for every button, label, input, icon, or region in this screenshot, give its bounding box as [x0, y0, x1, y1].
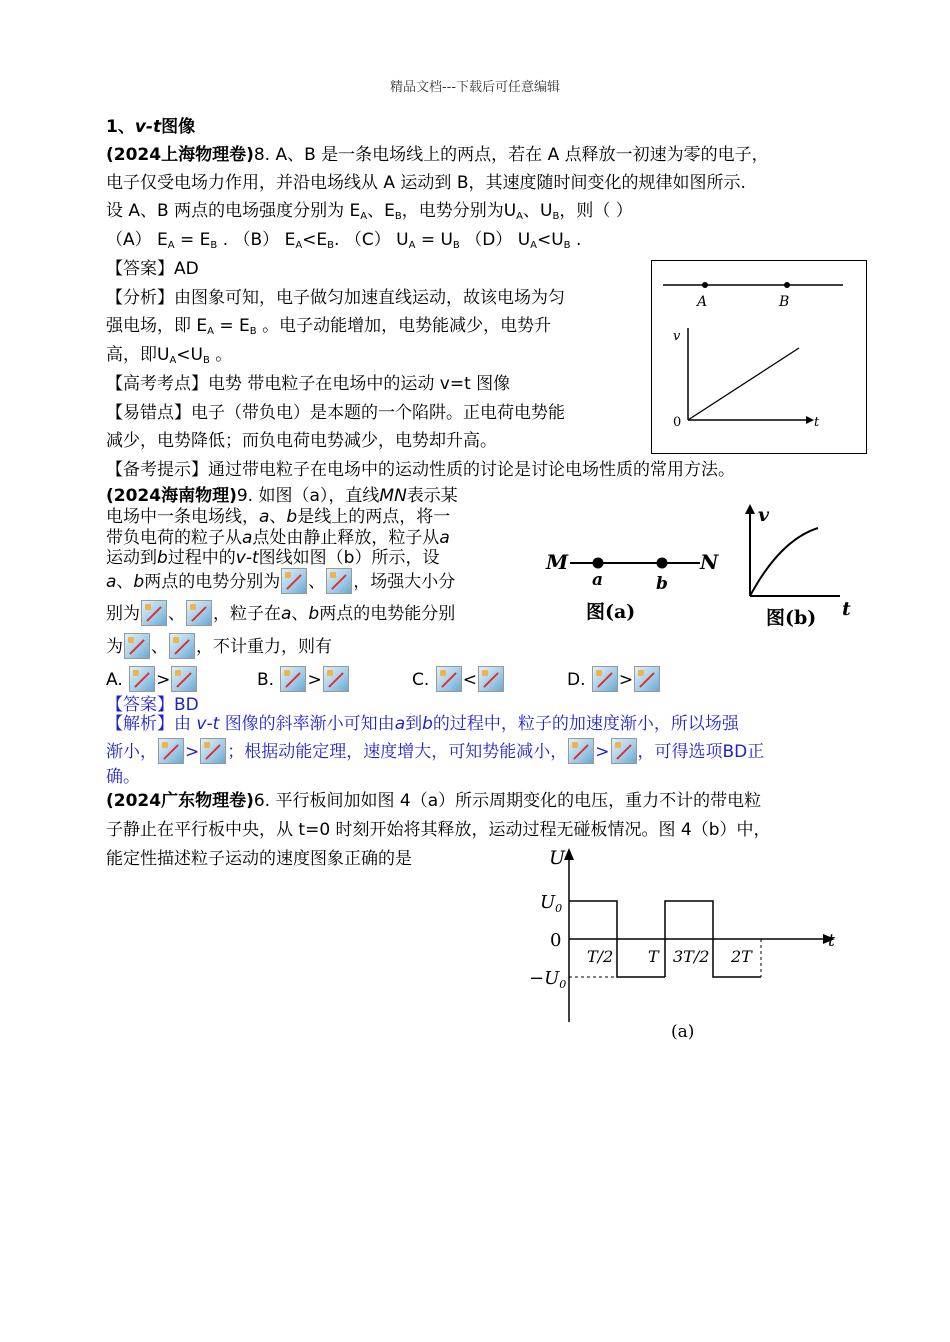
- q3-line-3: 能定性描述粒子运动的速度图象正确的是: [106, 849, 412, 869]
- sub-a: A: [167, 240, 175, 251]
- var-b: b: [308, 604, 320, 624]
- analysis-text: = E: [214, 316, 250, 336]
- var-a: a: [281, 604, 292, 624]
- q1-tip: [106, 458, 735, 482]
- q1-source: (2024上海物理卷): [106, 145, 254, 165]
- pitfall-text: 电子（带负电）是本题的一个陷阱。正电荷电势能: [191, 403, 565, 423]
- point-a-dot: [593, 558, 604, 569]
- sub-a: A: [408, 240, 416, 251]
- q2-option-b: [257, 666, 350, 692]
- var-a: a: [259, 507, 270, 527]
- q1-l3: 设 A、B 两点的电场强度分别为 E: [106, 201, 361, 221]
- q2-text: 表示某: [406, 486, 458, 506]
- tick-3t-half: 3T/2: [673, 947, 710, 966]
- q2-text: 图线如图（b）所示，设: [258, 548, 440, 568]
- answer-value: BD: [174, 695, 199, 715]
- formula-image-icon: [171, 666, 197, 692]
- q2-line-7: [106, 633, 332, 659]
- point-b-dot: [784, 282, 790, 288]
- q3-figure: [515, 842, 845, 1047]
- q1-l3e: ，则（ ）: [559, 201, 633, 221]
- sub-a: A: [516, 211, 524, 222]
- explain-tag: 【解析】: [106, 714, 174, 734]
- q3-source: (2024广东物理卷): [106, 791, 254, 811]
- q2-text: 电场中一条电场线，: [106, 507, 259, 527]
- vt-line: [688, 348, 799, 420]
- q2-explain-3: 确。: [106, 767, 140, 787]
- q2-line-6: [106, 600, 455, 626]
- explain-text: 到: [405, 714, 423, 734]
- q1-opt-text: = E: [174, 230, 211, 250]
- origin-label: 0: [673, 415, 682, 430]
- label-m: M: [546, 550, 569, 574]
- q2-figure: [540, 500, 870, 635]
- q1-opt-text: <U: [536, 230, 564, 250]
- q1-analysis-2: [106, 314, 551, 344]
- sub-b: B: [210, 240, 218, 251]
- q2-text: 为: [106, 637, 123, 657]
- q2-text: 别为: [106, 604, 140, 624]
- sub-b: B: [249, 326, 257, 337]
- q1-opt-text: （A） E: [106, 230, 168, 250]
- neg-u0-label: $-U_0$: [529, 968, 567, 991]
- q1-analysis-1: [106, 286, 565, 310]
- u-arrow: [564, 848, 574, 860]
- analysis-text: <U: [176, 345, 203, 365]
- var-vt: v-t: [196, 714, 220, 734]
- formula-image-icon: [478, 666, 504, 692]
- formula-image-icon: [124, 633, 150, 659]
- q1-opt-text: . （B） E: [217, 230, 296, 250]
- tick-t-half: T/2: [587, 947, 614, 966]
- q1-analysis-3: [106, 343, 232, 373]
- op: >: [618, 670, 634, 690]
- sub-a: A: [360, 211, 368, 222]
- sep: 、: [308, 572, 326, 592]
- q1-text-1: 8. A、B 是一条电场线上的两点，若在 A 点释放一初速为零的电子，: [253, 145, 769, 165]
- var-b: b: [157, 548, 168, 568]
- point-b-dot: [657, 558, 668, 569]
- label-a: a: [592, 570, 604, 590]
- explain-text: 渐小，: [106, 742, 157, 762]
- opt-label: B.: [257, 670, 275, 690]
- q1-opt-text: <E: [302, 230, 328, 250]
- sub-a: A: [295, 240, 303, 251]
- caption-a: 图(a): [586, 601, 636, 623]
- sep: 、: [269, 507, 287, 527]
- q1-options: [106, 228, 581, 258]
- formula-image-icon: [323, 666, 349, 692]
- formula-image-icon: [129, 666, 155, 692]
- explain-text: ；根据动能定理，速度增大，可知势能减小，: [227, 742, 568, 762]
- formula-image-icon: [436, 666, 462, 692]
- q2-text: 两点的电势分别为: [144, 572, 281, 592]
- v-arrow: [745, 504, 755, 514]
- section-vt: v-t: [134, 117, 162, 137]
- keypoint-text: 电势 带电粒子在电场中的运动 v=t 图像: [208, 374, 511, 394]
- op: >: [185, 742, 200, 762]
- tick-t: T: [648, 947, 659, 966]
- analysis-text: 高，即U: [106, 345, 170, 365]
- pitfall-tag: 【易错点】: [106, 403, 191, 423]
- answer-tag: 【答案】: [106, 259, 174, 279]
- var-a: a: [106, 572, 117, 592]
- op: >: [156, 670, 171, 690]
- sub-b: B: [327, 240, 335, 251]
- explain-text: ，可得选项BD正: [637, 742, 765, 762]
- explain-text: 由: [174, 714, 191, 734]
- opt-label: C.: [412, 670, 430, 690]
- q1-opt-text: = U: [415, 230, 453, 250]
- var-b: b: [422, 714, 433, 734]
- opt-label: D.: [567, 670, 586, 690]
- t-arrow: [806, 416, 814, 424]
- figure-border: [652, 261, 867, 454]
- q2-text: ，场强大小分: [353, 572, 456, 592]
- formula-image-icon: [186, 600, 212, 626]
- formula-image-icon: [200, 738, 226, 764]
- sep: 、: [291, 604, 309, 624]
- formula-image-icon: [568, 738, 594, 764]
- q2-line-4: [106, 546, 439, 570]
- var-vt: v-t: [235, 548, 259, 568]
- q1-pitfall-1: [106, 401, 565, 425]
- sep: 、: [116, 572, 134, 592]
- sep: 、: [151, 637, 168, 657]
- var-b: b: [286, 507, 298, 527]
- explain-text: 图像的斜率渐小可知由: [224, 714, 395, 734]
- caption-b: 图(b): [766, 607, 817, 629]
- sub-b: B: [394, 211, 402, 222]
- q2-mn: MN: [379, 486, 407, 506]
- q2-explain-1: [106, 712, 739, 736]
- v-label: v: [758, 504, 770, 526]
- sub-a: A: [207, 326, 214, 337]
- explain-text: 的过程中，粒子的加速度渐小，所以场强: [432, 714, 739, 734]
- q2-text: 运动到: [106, 548, 157, 568]
- q1-answer: [106, 257, 199, 281]
- formula-image-icon: [280, 666, 306, 692]
- q2-text: 是线上的两点，将一: [297, 507, 451, 527]
- var-a: a: [394, 714, 406, 734]
- formula-image-icon: [169, 633, 195, 659]
- q1-keypoint: [106, 372, 510, 396]
- section-number: 1、: [106, 117, 135, 137]
- q2-text: 两点的电势能分别: [319, 604, 456, 624]
- sep: 、: [168, 604, 185, 624]
- q1-pitfall-2: 减少，电势降低；而负电荷电势减少，电势却升高。: [106, 431, 497, 451]
- tip-text: 通过带电粒子在电场中的运动性质的讨论是讨论电场性质的常用方法。: [208, 460, 735, 480]
- q2-option-a: [106, 666, 198, 692]
- zero-label: 0: [550, 930, 562, 951]
- var-b: b: [133, 572, 145, 592]
- op: <: [462, 670, 477, 690]
- vt-curve: [750, 528, 818, 596]
- q1-opt-text: . （C） U: [334, 230, 409, 250]
- sub-a: A: [169, 355, 177, 366]
- sub-b: B: [202, 355, 210, 366]
- opt-label: A.: [106, 670, 123, 690]
- t-label: t: [828, 931, 835, 951]
- formula-image-icon: [634, 666, 660, 692]
- analysis-tag: 【分析】: [106, 288, 174, 308]
- label-n: N: [700, 550, 719, 574]
- label-a: A: [697, 294, 708, 310]
- q1-opt-text: .: [570, 230, 582, 250]
- u0-label: $U_0$: [540, 892, 563, 915]
- formula-image-icon: [141, 600, 167, 626]
- tick-2t: 2T: [731, 947, 752, 966]
- q2-source: (2024海南物理): [106, 486, 237, 506]
- sub-a: A: [530, 240, 537, 251]
- var-a: a: [439, 528, 450, 548]
- q2-option-d: [567, 666, 661, 692]
- answer-tag: 【答案】: [106, 695, 174, 715]
- q1-line-2: 电子仅受电场力作用，并沿电场线从 A 运动到 B，其速度随时间变化的规律如图所示.: [106, 173, 746, 193]
- q3-line-1: [106, 789, 761, 813]
- q1-l3d: 、U: [523, 201, 553, 221]
- q2-text: 过程中的: [167, 548, 236, 568]
- sub-b: B: [563, 240, 571, 251]
- label-b: B: [779, 294, 790, 310]
- tip-tag: 【备考提示】: [106, 460, 208, 480]
- q2-option-c: [412, 666, 505, 692]
- keypoint-tag: 【高考考点】: [106, 374, 208, 394]
- q2-text: 9. 如图（a），直线: [236, 486, 380, 506]
- t-label: t: [842, 598, 851, 620]
- v-label: v: [673, 329, 681, 344]
- q1-opt-text: （D） U: [459, 230, 531, 250]
- formula-image-icon: [592, 666, 618, 692]
- op: >: [307, 670, 322, 690]
- q1-line-1: [106, 143, 769, 167]
- section-title-text: 图像: [161, 117, 196, 137]
- q3-text: 6. 平行板间加如图 4（a）所示周期变化的电压，重力不计的带电粒: [253, 791, 762, 811]
- u-label: U: [549, 847, 566, 869]
- var-a: a: [242, 528, 253, 548]
- q1-l3b: 、E: [367, 201, 395, 221]
- q2-line-5: [106, 568, 455, 594]
- sub-b: B: [552, 211, 560, 222]
- op: >: [595, 742, 610, 762]
- q2-text: ，粒子在: [213, 604, 281, 624]
- formula-image-icon: [611, 738, 637, 764]
- formula-image-icon: [158, 738, 184, 764]
- q1-l3c: ，电势分别为U: [401, 201, 517, 221]
- analysis-text: 。: [209, 345, 233, 365]
- q3-line-2: 子静止在平行板中央，从 t=0 时刻开始将其释放，运动过程无碰板情况。图 4（b）中，: [106, 820, 771, 840]
- analysis-text: 由图象可知，电子做匀加速直线运动，故该电场为匀: [174, 288, 565, 308]
- formula-image-icon: [326, 568, 352, 594]
- q2-text: ，不计重力，则有: [196, 637, 332, 657]
- analysis-text: 。电子动能增加，电势能减少，电势升: [256, 316, 552, 336]
- formula-image-icon: [281, 568, 307, 594]
- caption-a: (a): [671, 1022, 695, 1042]
- label-b: b: [656, 574, 668, 594]
- t-label: t: [814, 415, 820, 430]
- q2-text: 点处由静止释放，粒子从: [252, 528, 440, 548]
- q1-figure: [651, 260, 867, 454]
- section-title: [106, 115, 195, 139]
- answer-value: AD: [174, 259, 199, 279]
- q2-text: 带负电荷的粒子从: [106, 528, 242, 548]
- sub-b: B: [452, 240, 460, 251]
- q1-line-3: [106, 199, 633, 229]
- page-header: 精品文档---下载后可任意编辑: [389, 80, 561, 95]
- analysis-text: 强电场，即 E: [106, 316, 208, 336]
- q2-explain-2: [106, 738, 764, 764]
- point-a-dot: [702, 282, 708, 288]
